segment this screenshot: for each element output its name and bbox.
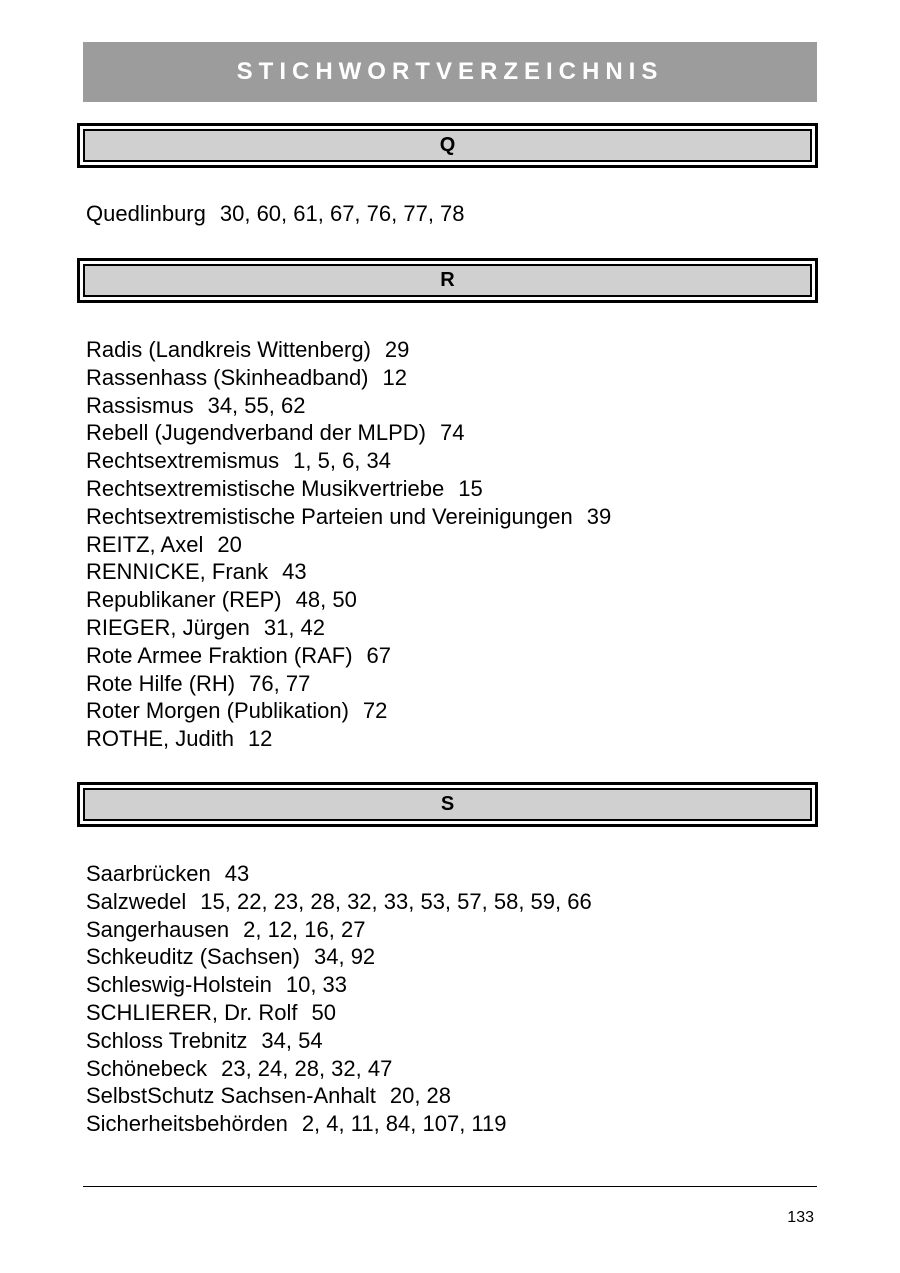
index-entry: [86, 586, 611, 614]
entry-term: Schönebeck: [86, 1055, 208, 1081]
entry-term: Roter Morgen (Publikation): [86, 698, 349, 724]
entry-term: Rote Armee Fraktion (RAF): [86, 642, 353, 668]
entry-term: Quedlinburg: [86, 201, 206, 226]
index-entry: [86, 916, 592, 944]
entry-pages: 43: [224, 861, 250, 886]
entry-term: Schkeuditz (Sachsen): [86, 944, 300, 970]
entry-pages: 20, 28: [389, 1083, 452, 1109]
index-entry: [86, 725, 611, 753]
index-entry: [86, 888, 592, 916]
entry-pages: 76, 77: [249, 670, 311, 696]
entry-pages: 48, 50: [295, 587, 357, 613]
section-header-q: [77, 123, 818, 168]
entry-pages: 74: [439, 420, 465, 446]
section-letter: Q: [83, 129, 812, 162]
index-entry: [86, 447, 611, 475]
entry-term: SelbstSchutz Sachsen-Anhalt: [86, 1083, 376, 1109]
entry-pages: 23, 24, 28, 32, 47: [221, 1055, 393, 1081]
entry-pages: 50: [311, 999, 336, 1025]
index-entry: [86, 336, 611, 364]
entry-term: ROTHE, Judith: [86, 726, 234, 752]
entry-term: Rote Hilfe (RH): [86, 670, 236, 696]
entry-pages: 34, 54: [261, 1027, 323, 1053]
entry-term: Rassenhass (Skinheadband): [86, 364, 369, 390]
index-entry: [86, 531, 611, 559]
entry-pages: 39: [586, 503, 612, 529]
entry-term: Schleswig-Holstein: [86, 972, 272, 998]
index-entry: [86, 860, 592, 888]
entry-term: SCHLIERER, Dr. Rolf: [86, 999, 298, 1025]
entry-term: Salzwedel: [86, 888, 187, 914]
entry-term: Sangerhausen: [86, 916, 230, 942]
entry-pages: 29: [384, 337, 410, 362]
index-entry: [86, 1110, 592, 1138]
entry-list-s: [86, 860, 592, 1138]
entry-term: Rassismus: [86, 392, 194, 418]
entry-pages: 10, 33: [285, 972, 348, 998]
section-letter: R: [83, 264, 812, 297]
entry-term: Schloss Trebnitz: [86, 1027, 248, 1053]
entry-pages: 67: [366, 642, 391, 668]
entry-pages: 15, 22, 23, 28, 32, 33, 53, 57, 58, 59, 66: [200, 888, 592, 914]
index-entry: [86, 475, 611, 503]
index-entry: [86, 1055, 592, 1083]
entry-pages: 2, 12, 16, 27: [243, 916, 366, 942]
entry-term: RIEGER, Jürgen: [86, 614, 250, 640]
entry-pages: 34, 55, 62: [207, 392, 306, 418]
entry-pages: 1, 5, 6, 34: [293, 448, 392, 474]
index-entry: [86, 614, 611, 642]
entry-pages: 2, 4, 11, 84, 107, 119: [301, 1111, 507, 1137]
entry-pages: 72: [362, 698, 388, 724]
index-entry: [86, 642, 611, 670]
index-entry: [86, 503, 611, 531]
index-entry: [86, 558, 611, 586]
entry-pages: 12: [382, 364, 407, 390]
entry-pages: 43: [282, 559, 307, 585]
entry-term: Saarbrücken: [86, 861, 211, 886]
index-entry: [86, 200, 465, 228]
entry-pages: 31, 42: [263, 614, 326, 640]
entry-term: REITZ, Axel: [86, 531, 204, 557]
index-entry: [86, 392, 611, 420]
entry-term: Radis (Landkreis Wittenberg): [86, 337, 371, 362]
entry-pages: 30, 60, 61, 67, 76, 77, 78: [219, 201, 465, 226]
index-entry: [86, 999, 592, 1027]
section-letter: S: [83, 788, 812, 821]
index-entry: [86, 419, 611, 447]
index-entry: [86, 943, 592, 971]
index-entry: [86, 697, 611, 725]
entry-pages: 34, 92: [314, 944, 376, 970]
entry-term: Sicherheitsbehörden: [86, 1111, 288, 1137]
entry-term: Rechtsextremistische Musikvertriebe: [86, 475, 445, 501]
index-entry: [86, 1082, 592, 1110]
entry-term: RENNICKE, Frank: [86, 559, 269, 585]
index-entry: [86, 364, 611, 392]
index-title: STICHWORTVERZEICHNIS: [83, 42, 817, 102]
entry-pages: 12: [247, 726, 273, 752]
index-entry: [86, 670, 611, 698]
section-header-s: [77, 782, 818, 827]
entry-pages: 15: [458, 475, 483, 501]
footer-divider: [83, 1186, 817, 1187]
index-entry: [86, 971, 592, 999]
section-header-r: [77, 258, 818, 303]
page-number: 133: [787, 1209, 814, 1226]
entry-pages: 20: [217, 531, 242, 557]
entry-term: Rechtsextremismus: [86, 448, 280, 474]
entry-term: Rebell (Jugendverband der MLPD): [86, 420, 426, 446]
entry-list-q: [86, 200, 465, 228]
entry-term: Rechtsextremistische Parteien und Vereinigungen: [86, 503, 573, 529]
index-entry: [86, 1027, 592, 1055]
entry-list-r: [86, 336, 611, 753]
entry-term: Republikaner (REP): [86, 587, 282, 613]
